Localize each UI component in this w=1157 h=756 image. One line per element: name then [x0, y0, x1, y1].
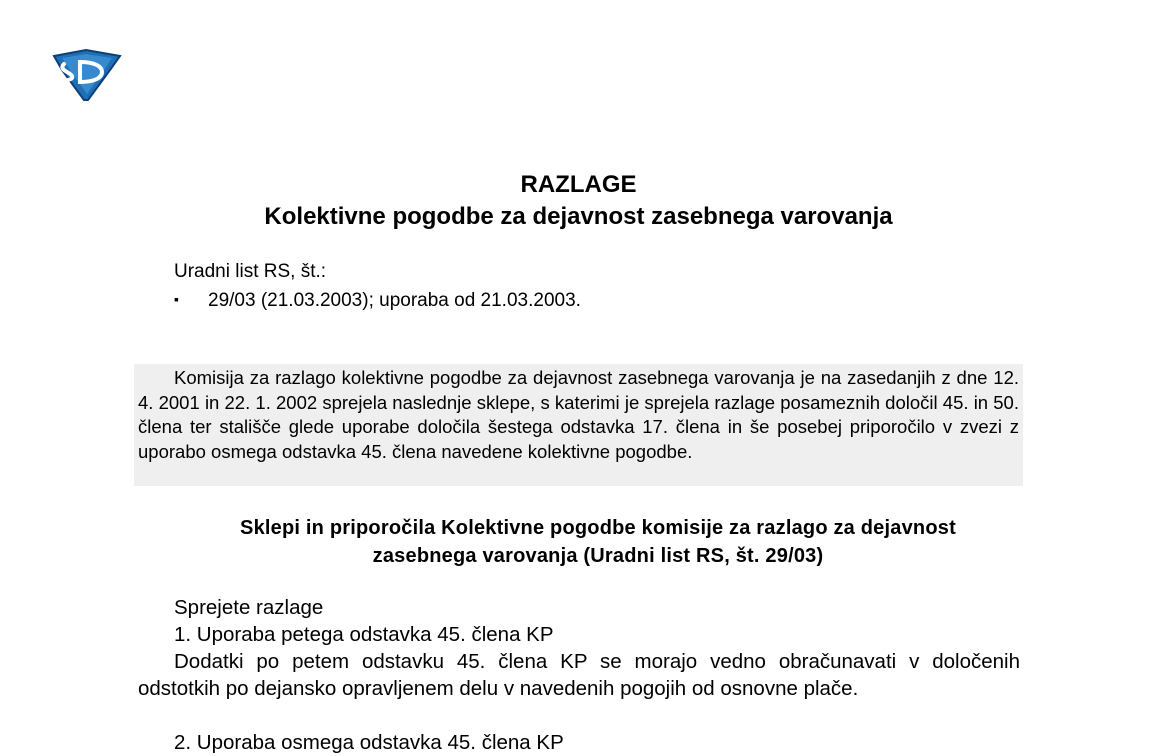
- page-title: RAZLAGE: [520, 171, 637, 198]
- item1-heading: 1. Uporaba petega odstavka 45. člena KP: [174, 623, 554, 646]
- item1-paragraph: Dodatki po petem odstavku 45. člena KP se morajo vedno obračunavati v določenih odstotkih po dejansko opravljenem delu v navedenih pogojih od osnovne plače.: [138, 650, 1020, 700]
- company-logo: [48, 48, 124, 104]
- intro-paragraph: Komisija za razlago kolektivne pogodbe za dejavnost zasebnega varovanja je na zasedanjih z dne 12. 4. 2001 in 22. 1. 2002 sprejela naslednje sklepe, s katerimi je sprejela razlage posameznih določil 45. in 50. člena ter stališče glede uporabe določila šestega odstavka 17. člena in še posebej priporočilo v zvezi z uporabo osmega odstavka 45. člena navedene kolektivne pogodbe.: [138, 367, 1019, 462]
- adopted-heading: Sprejete razlage: [174, 596, 324, 619]
- section-heading-line1: Sklepi in priporočila Kolektivne pogodbe komisije za razlago za dejavnost: [240, 517, 956, 539]
- page-subtitle: Kolektivne pogodbe za dejavnost zasebnega varovanja: [264, 203, 893, 230]
- shield-logo-icon: [48, 48, 124, 104]
- intro-block: [134, 364, 1023, 486]
- gazette-entry: [174, 287, 581, 313]
- item2-heading: 2. Uporaba osmega odstavka 45. člena KP: [174, 731, 564, 754]
- section-heading-line2: zasebnega varovanja (Uradni list RS, št. 29/03): [372, 545, 824, 567]
- gazette-label: Uradni list RS, št.:: [174, 261, 327, 282]
- bullet-icon: ▪: [174, 291, 179, 307]
- gazette-entry-text: 29/03 (21.03.2003); uporaba od 21.03.2003.: [208, 290, 581, 311]
- section-heading: [138, 514, 1058, 570]
